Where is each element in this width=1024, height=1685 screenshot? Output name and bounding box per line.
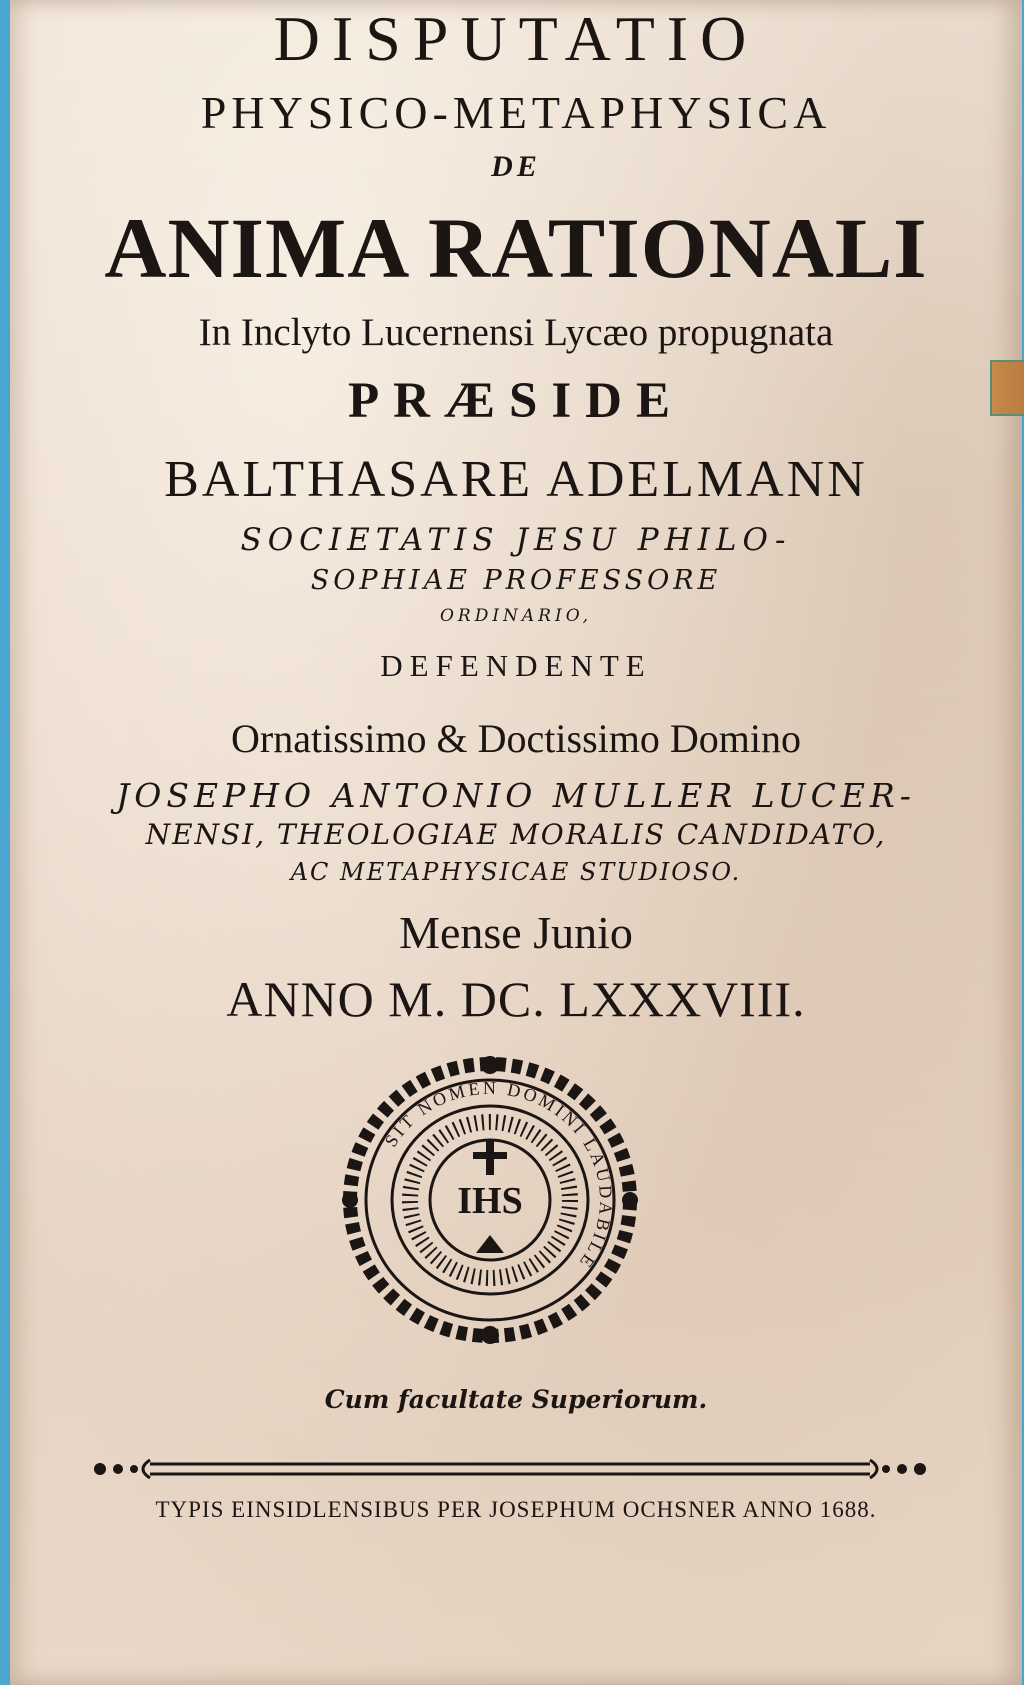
bookmark-tab [990,360,1024,416]
president-title-line-2: SOPHIAE PROFESSORE [310,565,722,596]
defender-name-line-3: AC METAPHYSICAE STUDIOSO. [290,858,742,886]
date-year: ANNO M. DC. LXXXVIII. [226,971,806,1027]
title-page [10,0,1022,1685]
president-name: BALTHASARE ADELMANN [164,451,868,508]
defendente-label: DEFENDENTE [380,648,652,683]
president-title-line-3: ORDINARIO, [439,606,593,626]
defender-name-line-1: JOSEPHO ANTONIO MULLER LUCER- [116,776,916,815]
president-title-line-1: SOCIETATIS JESU PHILO- [240,522,792,558]
seal-ring-text: SIT NOMEN DOMINI LAUDABILE [380,1077,617,1274]
title-disputatio: DISPUTATIO [273,3,759,74]
date-month: Mense Junio [399,907,633,958]
defender-honorific: Ornatissimo & Doctissimo Domino [231,716,801,761]
permission-line: Cum facultate Superiorum. [324,1385,708,1414]
defender-name-line-2: NENSI, THEOLOGIAE MORALIS CANDIDATO, [145,818,887,851]
seal-ihs-text: IHS [457,1180,523,1222]
title-anima-rationali: ANIMA RATIONALI [104,200,928,296]
imprint-line: TYPIS EINSIDLENSIBUS PER JOSEPHUM OCHSNER ANNO 1688. [155,1497,877,1522]
jesuit-ihs-emblem-icon [340,1055,640,1345]
subtitle-lyceum: In Inclyto Lucernensi Lycæo propugnata [198,311,834,354]
praeside-label: PRÆSIDE [347,373,685,429]
ornamental-rule [90,1450,930,1490]
title-physico-metaphysica: PHYSICO-METAPHYSICA [200,87,832,138]
title-de: DE [491,150,541,183]
